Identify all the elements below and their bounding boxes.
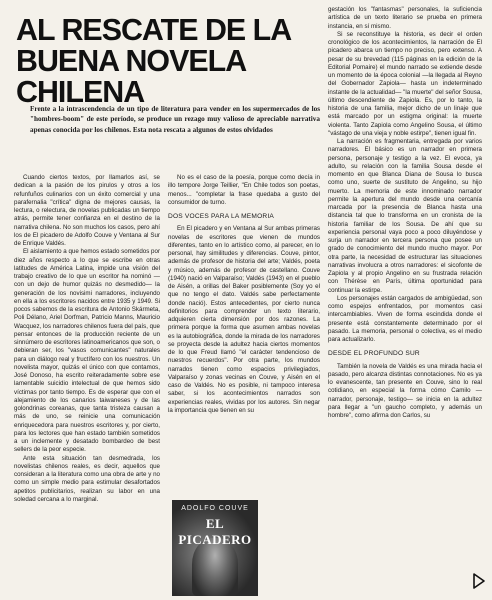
right-arrow-outline-icon[interactable] xyxy=(472,572,486,590)
paragraph: gestación los "fantasmas" personales, la suficiencia artística de un texto literario se prueba en primera instancia, en sí mismo. xyxy=(328,6,482,30)
section-heading: DOS VOCES PARA LA MEMORIA xyxy=(168,213,275,220)
book-cover-title: EL PICADERO xyxy=(178,516,252,547)
book-cover-author: ADOLFO COUVE xyxy=(181,505,249,512)
article-title-line-1: AL RESCATE DE LA xyxy=(16,12,292,47)
article-title-line-2: BUENA NOVELA CHILENA xyxy=(16,43,246,109)
text-column-right xyxy=(328,6,482,420)
text-column-middle xyxy=(168,174,320,415)
paragraph: Cuando ciertos textos, por llamarlos así, se dedican a la pasión de los pirulos y otros a los refunfuños culinarios con un éxito comercial y una parafernalia "crítica" digna de mejores causas, la lectura, o relectura, de novelas publicadas un tiempo atrás, permite tener confianza en el destino de la narrativa chilena. No son muchos los casos, pero ahí los de El picadero de Adolfo Couve y Ventana al Sur de Enrique Valdés. xyxy=(14,174,160,247)
paragraph: No es el caso de la poesía, porque como decía in illo tempore Jorge Teillier, "En Chile todos son poetas, menos... "completar la frase quedaba a gusto del consumidor de turno. xyxy=(168,174,320,206)
section-heading: DESDE EL PROFUNDO SUR xyxy=(328,350,420,358)
paragraph: El aislamiento a que hemos estado sometidos por diez años respecto a lo que se escribe en otras latitudes de América Latina, impide una visión del trabajo creativo de lo que un escritor ha nominó —con un dejo de humor quizás no desmedido— la generación de los novisimi narradores, incluyendo en ella a los escritores nacidos entre 1935 y 1949. Si pocos sabemos de la escritura de Antonio Skármeta, Poli Délano, Ariel Dorfman, Patricio Manns, Mauricio Wacquez, los narradores chilenos fuera del país, que pensar entonces de la producción reciente de un sinnúmero de escritores latinoamericanos que son, o debieran ser, los "vasos comunicantes" naturales para un diálogo real y fructífero con los nuestros. Un novelista mayor, quizás el único con que contamos, José Donoso, ha escrito reiteradamente sobre ese lamentable suicidio intelectual de que hemos sido víctimas por tanto tiempo. Es de esperar que con el alejamiento de los canarios taiwaneses y de las golondrinas coreanas, que tanta tristeza causan a más de uno, se reinicie una comunicación enriquecedora para nuestros escritores y, por cierto, para los lectores que han estado también sometidos a un inclemente y desatado bombardeo de best sellers de la peor especie. xyxy=(14,248,160,454)
book-cover-image xyxy=(172,500,258,596)
article-lead: Frente a la intrascendencia de un tipo de literatura para vender en los supermercados de los "hombres-boom" de este período, se produce un rezago muy valioso de apreciable narrativa apenas conocida por los chilenos. Esta nota rescata a algunos de estos olvidados xyxy=(30,105,320,134)
paragraph: En El picadero y en Ventana al Sur ambas primeras novelas de escritores que vienen de mundos diferentes, tanto en lo artístico como, al parecer, en lo personal, hay similitudes y diferencias. Couve, pintor, además de profesor de historia del arte; Valdés, poeta y músico, además de profesor de castellano. Couve (1940) nació en Valparaíso; Valdés (1943) en el pueblo de Aisén, a orillas del Baker posiblemente (Soy yo el que no tengo el dato. Valdés sabe perfectamente donde nació). Estos antecedentes, por cierto nunca definitorios para comprender un texto literario, adquieren cierta dimensión por dos razones. La primera porque la forma que asumen ambas novelas es la autobiográfica, donde la mirada de los narradores se proyecta desde la adultez hacia ciertos momentos de lo que Freud llamó "el carácter tendencioso de nuestros recuerdos". Por otra parte, los mundos narrados tienen como espacios privilegiados, Valparaíso y zonas vecinas en Couve, y Aisén en el caso de Valdés. No es posible, ni tampoco interesa saber, si los acontecimientos narrados son experiencias reales, vividas por los autores. Sin negar la importancia que tienen en su xyxy=(168,225,320,414)
paragraph: La narración es fragmentaria, entregada por varios narradores. El básico es un narrador en primera persona, personaje y testigo a la vez. El evoca, ya adulto, su relación con la familia Sousa desde el momento en que Blanca Diana de Sousa lo busca como uno, suerte de sustituto de Angelino, su hijo muerto. La memoria de este innominado narrador permite la apertura del mundo desde una cercanía marcada por la presencia de Blanca hasta una distancia tal que lo transforma en un cronista de la historia familiar de los Sousa. De ahí que su experiencia personal vaya poco a poco diluyéndose y surja un narrador en tercera persona que posee un grado de conocimiento del mundo mucho mayor. Por otra parte, la necesidad de estructurar las situaciones narrativas involucra a otros narradores: el sicofonte de Zapiola y al propio Angelino en su frustrada relación con Thérèse en París, última oportunidad para continuar la estirpe. xyxy=(328,138,482,294)
text-column-left xyxy=(14,174,160,504)
paragraph: Si se reconstituye la historia, es decir el orden cronológico de los acontecimientos, la narración de El picadero abarca un tiempo no preciso, pero extenso. A pesar de su brevedad (115 páginas en la edición de la Editorial Pomaire) el mundo narrado se extiende desde un momento de la época colonial —la llegada al Reyno del Gobernador Zapiola— hasta un indeterminado instante de la actualidad— "la muerte" del señor Sousa, último descendiente de Zapiola. Es, por lo tanto, la historia de una familia, mejor dicho de un linaje que está marcado por un estigma original: la muerte violenta. Tanto Zapiola como Angelino Sousa, el último "vástago de una vieja y noble estirpe", tienen igual fin. xyxy=(328,30,482,137)
paragraph: Ante esta situación tan desmedrada, los novelistas chilenos reales, es decir, aquellos que consideran a la literatura como una obra de arte y no como un simple medio para estimular desafortados apetitos publicitarios, realizan su labor en una soledad cercana a lo marginal. xyxy=(14,454,160,503)
article-title xyxy=(16,14,310,107)
paragraph: También la novela de Valdés es una mirada hacia el pasado, pero alcanza distintas connotaciones. No es ya lo evanescente, tan presente en Couve, sino lo real cotidiano, en especial la forma cómo Camilo —narrador, personaje, testigo— se inicia en la adultez para llegar a "un gaucho completo, y además un hombre", como afirma don Carlos, su xyxy=(328,362,482,419)
paragraph: Los personajes están cargados de ambigüedad, son como espejos enfrentados, por momentos casi intercambiables. Viven de forma escindida donde el presente está constantemente determinado por el pasado. La memoria, personal o colectiva, es el medio para actualizarlo. xyxy=(328,294,482,343)
